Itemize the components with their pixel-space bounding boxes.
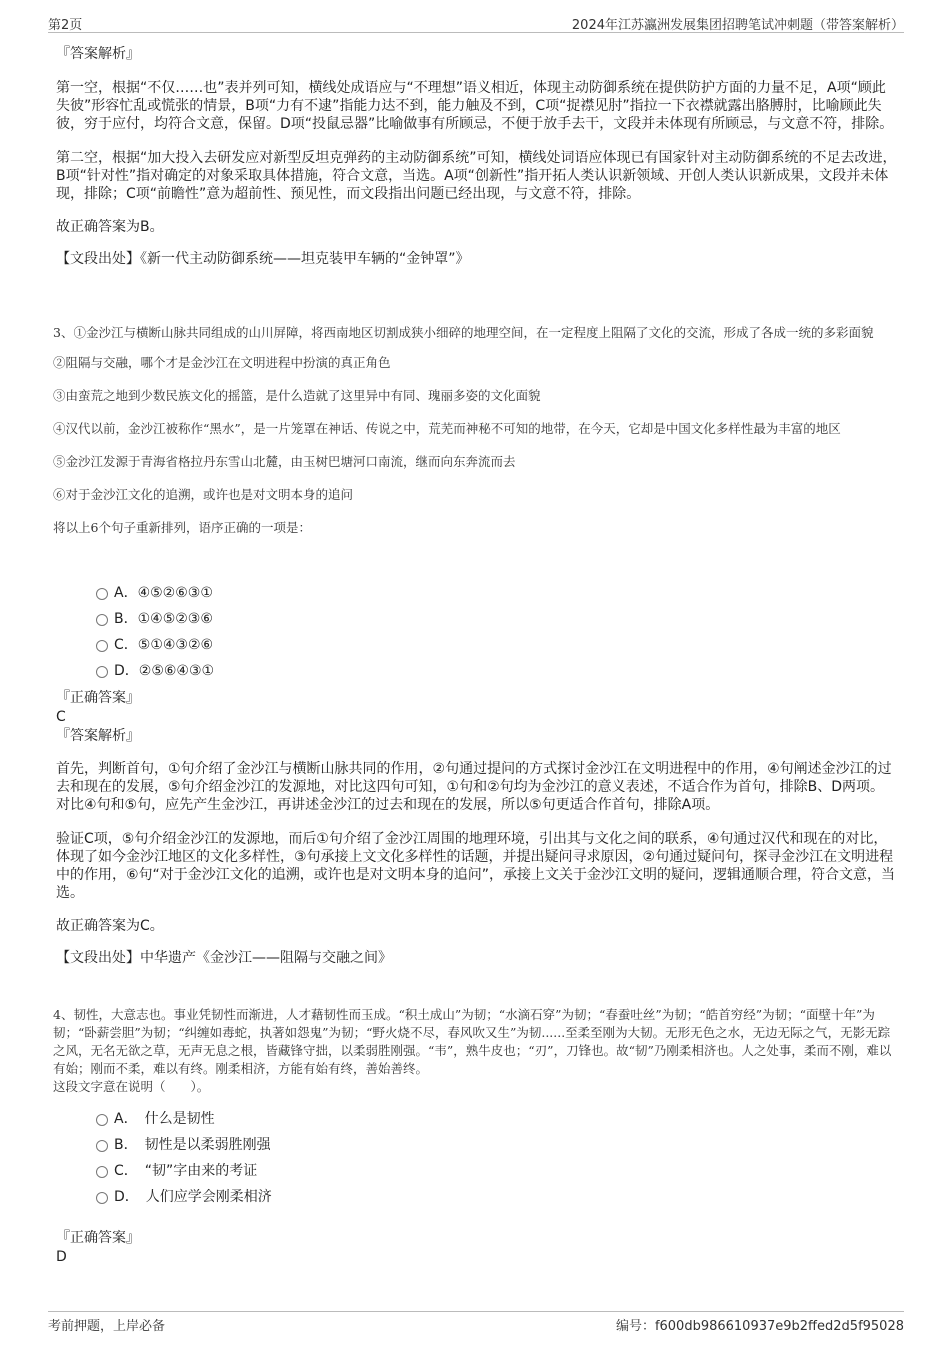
option-label: D．②⑤⑥④③① <box>114 663 215 679</box>
radio-icon[interactable] <box>96 1140 108 1152</box>
q4-answer-block <box>56 1228 898 1266</box>
document-title: 2024年江苏瀛洲发展集团招聘笔试冲刺题（带答案解析） <box>571 18 904 33</box>
q4-options <box>56 1106 456 1210</box>
option-label: B．①④⑤②③⑥ <box>114 611 213 627</box>
option-a[interactable] <box>56 580 456 606</box>
option-c[interactable] <box>56 632 456 658</box>
answer-heading: 『正确答案』 <box>56 690 140 706</box>
question-sentence: ③由蛮荒之地到少数民族文化的摇篮，是什么造就了这里异中有同、瑰丽多姿的文化面貌 <box>53 388 541 403</box>
option-d[interactable] <box>56 658 456 684</box>
option-label: C．⑤①④③②⑥ <box>114 637 214 653</box>
question-sentence: ⑥对于金沙江文化的追溯，或许也是对文明本身的追问 <box>53 487 354 502</box>
analysis-conclusion: 故正确答案为B。 <box>56 219 164 235</box>
question-3 <box>53 324 898 537</box>
analysis-heading: 『答案解析』 <box>56 728 140 744</box>
option-d[interactable] <box>56 1184 456 1210</box>
question-text: 4、韧性，大意志也。事业凭韧性而渐进，人才藉韧性而玉成。“积土成山”为韧；“水滴石穿”为韧；“春蚕吐丝”为韧；“皓首穷经”为韧；“面壁十年”为韧；“卧薪尝胆”为韧；“纠缠如毒蛇，执著如怨鬼”为韧；“野火烧不尽，春风吹又生”为韧......至柔至刚为大韧。无形无色之水，无边无际之气，无影无踪之风，无名无欲之草，无声无息之根，皆藏锋守拙，以柔弱胜刚强。“韦”，熟牛皮也；“刃”，刀锋也。故“韧”乃刚柔相济也。人之处事，柔而不刚，难以有始；刚而不柔，难以有终。刚柔相济，方能有始有终，善始善终。 <box>53 1007 892 1076</box>
radio-icon[interactable] <box>96 1114 108 1126</box>
q3-options <box>56 580 456 684</box>
page-header <box>48 14 904 33</box>
option-b[interactable] <box>56 606 456 632</box>
radio-icon[interactable] <box>96 640 108 652</box>
question-sentence: 3、①金沙江与横断山脉共同组成的山川屏障，将西南地区切割成狭小细碎的地理空间，在一定程度上阻隔了文化的交流，形成了各成一统的多彩面貌 <box>53 325 874 340</box>
radio-icon[interactable] <box>96 666 108 678</box>
question-sentence: ④汉代以前，金沙江被称作“黑水”，是一片笼罩在神话、传说之中，荒芜而神秘不可知的地带，在今天，它却是中国文化多样性最为丰富的地区 <box>53 421 841 436</box>
analysis-paragraph: 验证C项，⑤句介绍金沙江的发源地，而后①句介绍了金沙江周围的地理环境，引出其与文化之间的联系，④句通过汉代和现在的对比，体现了如今金沙江地区的文化多样性，③句承接上文文化多样性的话题，并提出疑问寻求原因，②句通过疑问句，探寻金沙江在文明进程中的作用，⑥句“对于金沙江文化的追溯，或许也是对文明本身的追问”，承接上文关于金沙江文明的疑问，逻辑通顺合理，符合文意，当选。 <box>56 831 896 901</box>
option-b[interactable] <box>56 1132 456 1158</box>
question-sentence: ②阻隔与交融，哪个才是金沙江在文明进程中扮演的真正角色 <box>53 355 391 370</box>
option-a[interactable] <box>56 1106 456 1132</box>
radio-icon[interactable] <box>96 614 108 626</box>
correct-answer: D <box>56 1249 67 1265</box>
footer-slogan: 考前押题，上岸必备 <box>48 1319 166 1334</box>
option-label: A． 什么是韧性 <box>114 1111 215 1127</box>
option-label: D． 人们应学会刚柔相济 <box>114 1189 272 1205</box>
option-c[interactable] <box>56 1158 456 1184</box>
q2-analysis-block <box>56 44 898 268</box>
option-label: B． 韧性是以柔弱胜刚强 <box>114 1137 271 1153</box>
source-citation: 【文段出处】中华遗产《金沙江——阻隔与交融之间》 <box>56 950 392 966</box>
source-citation: 【文段出处】《新一代主动防御系统——坦克装甲车辆的“金钟罩”》 <box>56 251 470 267</box>
radio-icon[interactable] <box>96 588 108 600</box>
analysis-conclusion: 故正确答案为C。 <box>56 918 164 934</box>
q3-answer-block <box>56 688 898 967</box>
option-label: A．④⑤②⑥③① <box>114 585 213 601</box>
question-4 <box>53 1006 898 1096</box>
question-sentence: ⑤金沙江发源于青海省格拉丹东雪山北麓，由玉树巴塘河口南流，继而向东奔流而去 <box>53 454 516 469</box>
question-prompt: 将以上6个句子重新排列，语序正确的一项是： <box>53 520 311 535</box>
radio-icon[interactable] <box>96 1166 108 1178</box>
option-label: C． “韧”字由来的考证 <box>114 1163 258 1179</box>
analysis-paragraph: 第二空，根据“加大投入去研发应对新型反坦克弹药的主动防御系统”可知，横线处词语应体现已有国家针对主动防御系统的不足去改进，B项“针对性”指对确定的对象采取具体措施，符合文意，当选。A项“创新性”指开拓人类认识新领域、开创人类认识新成果，文段并未体现，排除；C项“前瞻性”意为超前性、预见性，而文段指出问题已经出现，与文意不符，排除。 <box>56 150 897 202</box>
analysis-heading: 『答案解析』 <box>56 46 140 62</box>
document-id: 编号：f600db986610937e9b2ffed2d5f95028 <box>615 1319 904 1334</box>
analysis-paragraph: 第一空，根据“不仅……也”表并列可知，横线处成语应与“不理想”语义相近，体现主动防御系统在提供防护方面的力量不足，A项“顾此失彼”形容忙乱或慌张的情景，B项“力有不逮”指能力达不到，能力触及不到，C项“捉襟见肘”指拉一下衣襟就露出胳膊肘，比喻顾此失彼，穷于应付，均符合文意，保留。D项“投鼠忌器”比喻做事有所顾忌，不便于放手去干，文段并未体现有所顾忌，与文意不符，排除。 <box>56 80 894 132</box>
radio-icon[interactable] <box>96 1192 108 1204</box>
question-prompt: 这段文字意在说明（ ）。 <box>53 1079 210 1094</box>
analysis-paragraph: 首先，判断首句，①句介绍了金沙江与横断山脉共同的作用，②句通过提问的方式探讨金沙江在文明进程中的作用，④句阐述金沙江的过去和现在的发展，⑤句介绍金沙江的发源地，对比这四句可知，①句和②句均为金沙江的意义表述，不适合作为首句，排除B、D两项。对比④句和⑤句，应先产生金沙江，再讲述金沙江的过去和现在的发展，所以⑤句更适合作首句，排除A项。 <box>56 761 892 813</box>
page-number: 第2页 <box>48 18 83 33</box>
answer-heading: 『正确答案』 <box>56 1230 140 1246</box>
page-footer <box>48 1311 904 1334</box>
correct-answer: C <box>56 709 66 725</box>
